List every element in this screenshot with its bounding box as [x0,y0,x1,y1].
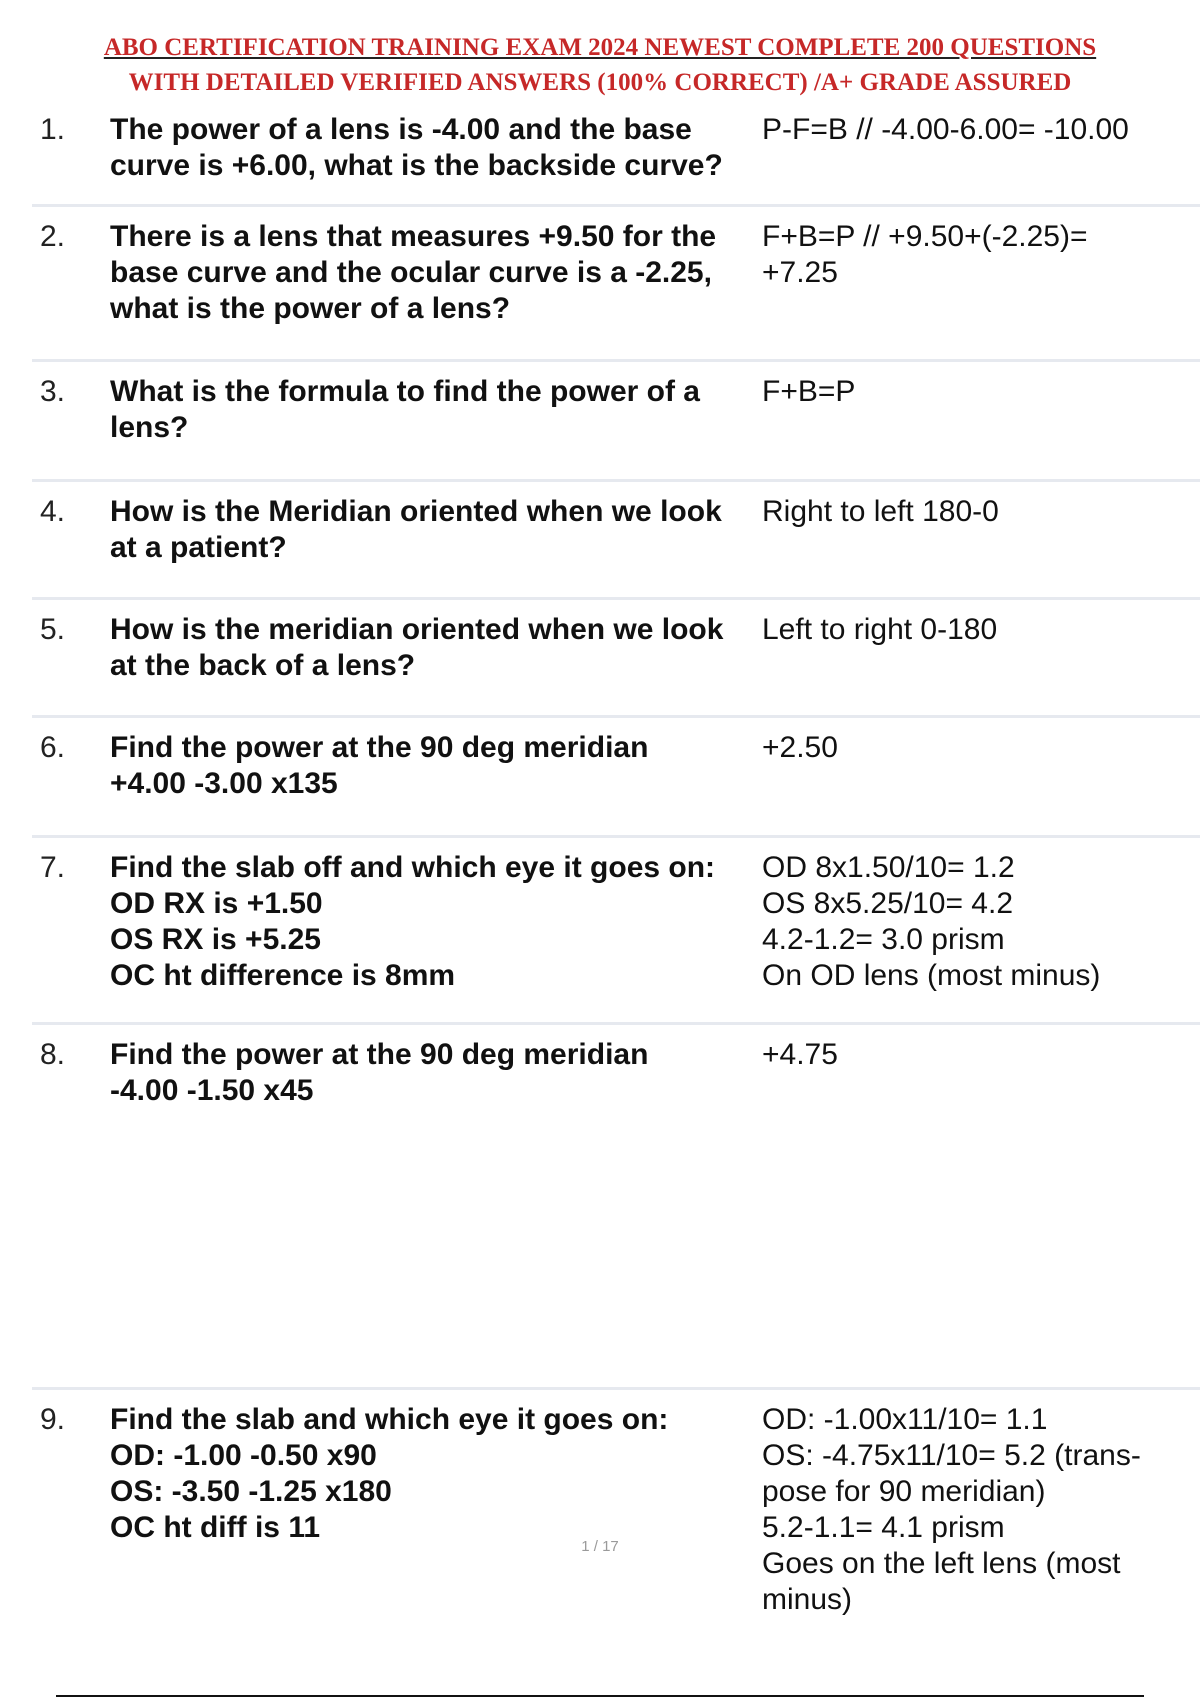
question-row [32,219,1200,362]
bottom-divider [56,1695,1144,1697]
answer-line: F+B=P [762,375,856,408]
answer-line: pose for 90 meridian) [762,1475,1046,1508]
document-title [0,30,1200,100]
question-list [32,112,1200,1692]
answer-text [762,1402,1192,1618]
question-text [110,612,760,684]
question-text [110,112,760,184]
answer-text [762,612,1192,648]
page-indicator: 1 / 17 [581,1538,619,1555]
question-text [110,219,760,327]
answer-line: OD: -1.00x11/10= 1.1 [762,1403,1048,1436]
question-line: How is the meridian oriented when we look [110,613,724,646]
answer-text [762,494,1192,530]
question-line: Find the power at the 90 deg meridian [110,1038,649,1071]
question-line: base curve and the ocular curve is a -2.25, [110,256,712,289]
answer-line: 5.2-1.1= 4.1 prism [762,1511,1005,1544]
question-line: OD RX is +1.50 [110,887,323,920]
question-line: The power of a lens is -4.00 and the base [110,113,692,146]
question-number: 3. [40,375,66,408]
question-text [110,1037,760,1109]
question-text [110,850,760,994]
answer-line: Goes on the left lens (most [762,1547,1121,1580]
question-line: curve is +6.00, what is the backside curve? [110,149,723,182]
question-line: -4.00 -1.50 x45 [110,1074,314,1107]
answer-line: Left to right 0-180 [762,613,998,646]
answer-text [762,850,1192,994]
answer-line: On OD lens (most minus) [762,959,1101,992]
question-number: 7. [40,851,66,884]
answer-text [762,374,1192,410]
answer-text [762,112,1192,148]
question-line: Find the power at the 90 deg meridian [110,731,649,764]
answer-line: +4.75 [762,1038,838,1071]
answer-line: P-F=B // -4.00-6.00= -10.00 [762,113,1129,146]
question-row [32,612,1200,718]
answer-text [762,219,1192,291]
question-line: OC ht diff is 11 [110,1511,321,1544]
question-number: 2. [40,220,66,253]
question-line: lens? [110,411,189,444]
question-number: 4. [40,495,66,528]
question-text [110,730,760,802]
question-row [32,1037,1200,1390]
question-line: How is the Meridian oriented when we look [110,495,722,528]
question-text [110,1402,760,1546]
answer-line: 4.2-1.2= 3.0 prism [762,923,1005,956]
question-number: 6. [40,731,66,764]
question-row [32,374,1200,482]
question-number: 8. [40,1038,66,1071]
question-line: +4.00 -3.00 x135 [110,767,338,800]
title-line-2: WITH DETAILED VERIFIED ANSWERS (100% CORRECT) /A+ GRADE ASSURED [128,69,1072,96]
question-line: Find the slab and which eye it goes on: [110,1403,669,1436]
answer-line: +7.25 [762,256,838,289]
question-number: 9. [40,1403,66,1436]
answer-line: OS 8x5.25/10= 4.2 [762,887,1014,920]
question-row [32,730,1200,838]
question-line: at the back of a lens? [110,649,416,682]
question-line: OD: -1.00 -0.50 x90 [110,1439,377,1472]
answer-text [762,730,1192,766]
question-line: Find the slab off and which eye it goes on: [110,851,716,884]
question-text [110,374,760,446]
answer-line: Right to left 180-0 [762,495,999,528]
question-text [110,494,760,566]
answer-line: minus) [762,1583,853,1616]
question-line: OS: -3.50 -1.25 x180 [110,1475,392,1508]
question-number: 1. [40,113,66,146]
question-line: What is the formula to find the power of a [110,375,700,408]
question-row [32,494,1200,600]
question-line: OC ht difference is 8mm [110,959,456,992]
question-row [32,112,1200,207]
question-row [32,850,1200,1025]
question-number: 5. [40,613,66,646]
answer-line: +2.50 [762,731,838,764]
answer-line: OS: -4.75x11/10= 5.2 (trans- [762,1439,1141,1472]
question-line: There is a lens that measures +9.50 for the [110,220,717,253]
question-line: what is the power of a lens? [110,292,511,325]
answer-text [762,1037,1192,1073]
question-line: at a patient? [110,531,287,564]
title-line-1: ABO CERTIFICATION TRAINING EXAM 2024 NEWEST COMPLETE 200 QUESTIONS [103,34,1097,61]
answer-line: F+B=P // +9.50+(-2.25)= [762,220,1088,253]
question-line: OS RX is +5.25 [110,923,321,956]
answer-line: OD 8x1.50/10= 1.2 [762,851,1015,884]
